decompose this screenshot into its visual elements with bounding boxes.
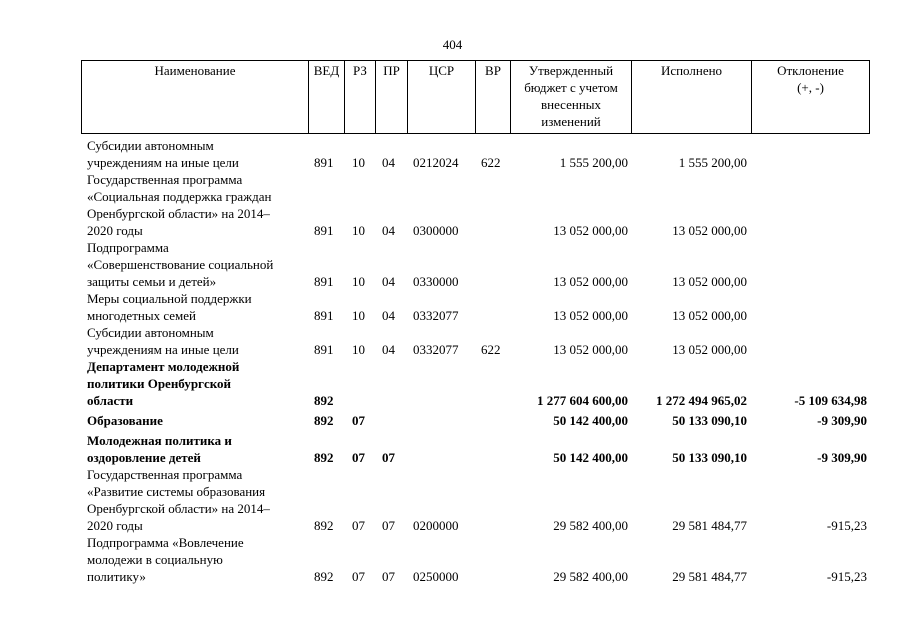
cell-approved: 13 052 000,00: [553, 308, 628, 323]
row-name: Молодежная политика и оздоровление детей: [87, 433, 232, 465]
cell-executed: 29 581 484,77: [672, 569, 747, 584]
cell-ved: 891: [314, 223, 334, 238]
cell-deviation: -9 309,90: [817, 450, 867, 465]
row-name: Подпрограмма «Совершенствование социальной защиты семьи и детей»: [87, 240, 274, 289]
row-name: Государственная программа «Социальная поддержка граждан Оренбургской области» на 2014– 2020 годы: [87, 172, 272, 238]
cell-pr: 04: [382, 308, 395, 323]
cell-executed: 13 052 000,00: [672, 274, 747, 289]
cell-approved: 1 277 604 600,00: [537, 393, 628, 408]
cell-csr: 0332077: [413, 342, 459, 357]
cell-approved: 13 052 000,00: [553, 274, 628, 289]
cell-pr: 07: [382, 518, 395, 533]
header-name: Наименование: [154, 63, 236, 78]
row-name: Подпрограмма «Вовлечение молодежи в социальную политику»: [87, 535, 244, 584]
page-number: 404: [442, 37, 463, 52]
cell-deviation: -915,23: [826, 569, 867, 584]
cell-approved: 29 582 400,00: [553, 518, 628, 533]
cell-executed: 13 052 000,00: [672, 223, 747, 238]
header-deviation: Отклонение (+, -): [777, 63, 844, 95]
cell-rz: 07: [352, 569, 365, 584]
cell-executed: 29 581 484,77: [672, 518, 747, 533]
cell-ved: 892: [314, 518, 334, 533]
cell-csr: 0332077: [413, 308, 459, 323]
row-name: Меры социальной поддержки многодетных семей: [87, 291, 252, 323]
cell-executed: 13 052 000,00: [672, 342, 747, 357]
cell-rz: 07: [352, 518, 365, 533]
cell-csr: 0250000: [413, 569, 459, 584]
cell-rz: 10: [352, 274, 365, 289]
header-ved: ВЕД: [313, 63, 340, 78]
header-csr: ЦСР: [428, 63, 455, 78]
cell-executed: 1 272 494 965,02: [656, 393, 747, 408]
cell-executed: 13 052 000,00: [672, 308, 747, 323]
cell-vr: 622: [481, 155, 501, 170]
cell-approved: 29 582 400,00: [553, 569, 628, 584]
cell-pr: 04: [382, 342, 395, 357]
cell-pr: 07: [382, 450, 395, 465]
cell-deviation: -915,23: [826, 518, 867, 533]
cell-rz: 10: [352, 342, 365, 357]
cell-rz: 10: [352, 223, 365, 238]
cell-pr: 04: [382, 274, 395, 289]
cell-rz: 07: [352, 450, 365, 465]
cell-rz: 10: [352, 155, 365, 170]
cell-ved: 892: [314, 413, 334, 428]
row-name: Государственная программа «Развитие системы образования Оренбургской области» на 2014– 2020 годы: [87, 467, 270, 533]
header-vr: ВР: [485, 63, 501, 78]
cell-ved: 891: [314, 274, 334, 289]
header-rz: РЗ: [353, 63, 367, 78]
cell-pr: 07: [382, 569, 395, 584]
cell-executed: 50 133 090,10: [672, 413, 747, 428]
cell-csr: 0200000: [413, 518, 459, 533]
row-name: Департамент молодежной политики Оренбургской области: [87, 359, 240, 408]
header-approved: Утвержденный бюджет с учетом внесенных изменений: [524, 63, 618, 129]
cell-ved: 892: [314, 569, 334, 584]
cell-deviation: -9 309,90: [817, 413, 867, 428]
header-pr: ПР: [383, 63, 400, 78]
cell-rz: 10: [352, 308, 365, 323]
header-executed: Исполнено: [660, 63, 723, 78]
cell-ved: 891: [314, 308, 334, 323]
cell-executed: 1 555 200,00: [678, 155, 747, 170]
cell-ved: 892: [314, 450, 334, 465]
cell-pr: 04: [382, 155, 395, 170]
row-name: Образование: [87, 413, 163, 428]
cell-csr: 0330000: [413, 274, 459, 289]
cell-pr: 04: [382, 223, 395, 238]
cell-approved: 50 142 400,00: [553, 413, 628, 428]
cell-approved: 13 052 000,00: [553, 342, 628, 357]
cell-deviation: -5 109 634,98: [794, 393, 867, 408]
cell-approved: 13 052 000,00: [553, 223, 628, 238]
cell-rz: 07: [352, 413, 365, 428]
cell-ved: 892: [314, 393, 334, 408]
cell-ved: 891: [314, 155, 334, 170]
cell-executed: 50 133 090,10: [672, 450, 747, 465]
cell-csr: 0300000: [413, 223, 459, 238]
cell-vr: 622: [481, 342, 501, 357]
row-name: Субсидии автономным учреждениям на иные цели: [87, 325, 239, 357]
cell-csr: 0212024: [413, 155, 459, 170]
cell-ved: 891: [314, 342, 334, 357]
row-name: Субсидии автономным учреждениям на иные цели: [87, 138, 239, 170]
cell-approved: 1 555 200,00: [559, 155, 628, 170]
cell-approved: 50 142 400,00: [553, 450, 628, 465]
